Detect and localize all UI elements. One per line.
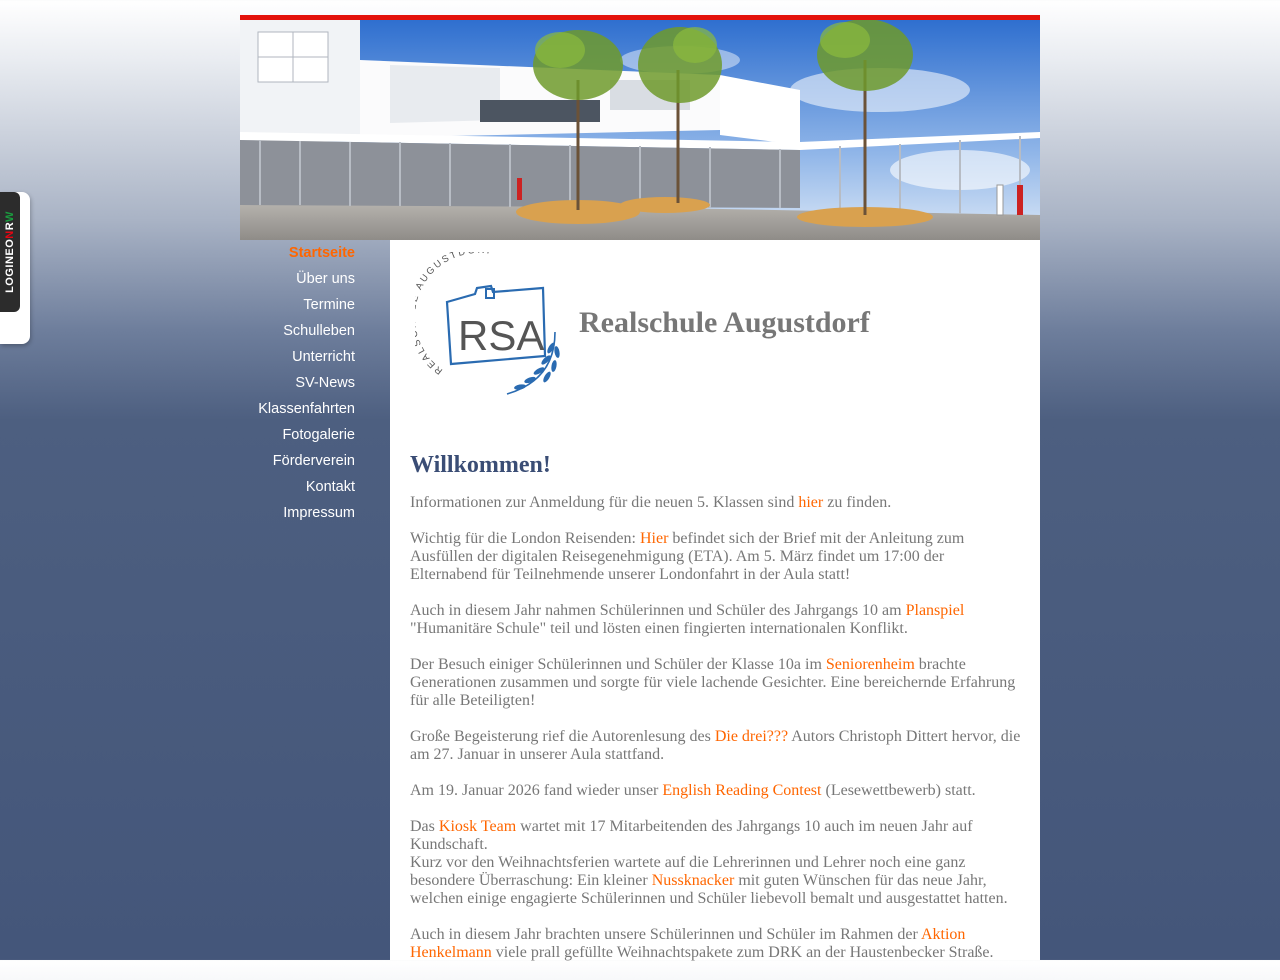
site-title: Realschule Augustdorf xyxy=(579,306,870,339)
header-banner-image xyxy=(240,20,1040,240)
p2-text-a: Wichtig für die London Reisenden: xyxy=(410,530,640,547)
p3-text-a: Auch in diesem Jahr nahmen Schülerinnen und Schüler des Jahrgangs 10 am xyxy=(410,602,906,619)
nav-item-unterricht[interactable]: Unterricht xyxy=(292,349,355,365)
nav-item-ueber-uns[interactable]: Über uns xyxy=(296,271,355,287)
p5-text-b: Autors Christoph Dittert hervor, die am 27. Januar in unserer Aula stattfand. xyxy=(410,728,1021,763)
kiosk-team-link[interactable]: Kiosk Team xyxy=(438,818,517,835)
london-link[interactable]: Hier xyxy=(639,530,669,547)
nav-item-kontakt[interactable]: Kontakt xyxy=(305,479,355,495)
p8-text-a: Auch in diesem Jahr brachten unsere Schülerinnen und Schüler im Rahmen der xyxy=(410,926,921,943)
p7-text-d: mit guten Wünschen für das neue Jahr, welchen einige engagierte Schülerinnen und Schüler liebevoll bemalt und ausgestattet hatten. xyxy=(410,872,1008,907)
die-drei-link[interactable]: Die drei??? xyxy=(714,728,789,745)
news-paragraph-reading-contest xyxy=(410,782,1022,800)
rsa-logo-icon xyxy=(415,252,575,402)
news-paragraph-kiosk xyxy=(410,818,1022,908)
welcome-heading: Willkommen! xyxy=(410,452,551,478)
logineo-prefix: LOGINEO xyxy=(4,238,16,293)
news-paragraph-autorenlesung xyxy=(410,728,1022,764)
p7-text-a: Das xyxy=(410,818,439,835)
planspiel-link[interactable]: Planspiel xyxy=(905,602,965,619)
logineo-tab-body[interactable] xyxy=(0,192,20,312)
nav-item-fotogalerie[interactable]: Fotogalerie xyxy=(282,427,355,443)
news-paragraph-london xyxy=(410,530,1022,584)
logo-ring-text: REAL AUGUSTD xyxy=(415,252,469,377)
seniorenheim-link[interactable]: Seniorenheim xyxy=(825,656,915,673)
news-paragraph-planspiel xyxy=(410,602,1022,638)
school-logo xyxy=(415,252,575,402)
main-navigation xyxy=(240,240,390,526)
p6-text-a: Am 19. Januar 2026 fand wieder unser xyxy=(410,782,663,799)
nav-item-impressum[interactable]: Impressum xyxy=(283,505,355,521)
news-text xyxy=(410,494,1022,980)
p7-text-b: wartet mit 17 Mitarbeitenden des Jahrgangs 10 auch im neuen Jahr auf Kundschaft. xyxy=(410,818,973,853)
p4-text-b: brachte Generationen zusammen und sorgte für viele lachende Gesichter. Eine bereichernde Erfahrung für alle Beteiligten! xyxy=(410,656,1016,709)
news-paragraph-seniorenheim xyxy=(410,656,1022,710)
main-content xyxy=(390,240,1040,960)
school-building-illustration xyxy=(240,20,1040,240)
nav-item-foerderverein[interactable]: Förderverein xyxy=(272,453,355,469)
nussknacker-link[interactable]: Nussknacker xyxy=(651,872,735,889)
p2-text-b: befindet sich der Brief mit der Anleitung zum Ausfüllen der digitalen Reisegenehmigung (ETA). Am 5. März findet um 17:00 der Elternabend für Teilnehmende unserer Londonfahrt in der Aula statt! xyxy=(410,530,965,583)
nav-item-sv-news[interactable]: SV-News xyxy=(295,375,355,391)
p6-text-b: (Lesewettbewerb) statt. xyxy=(821,782,976,799)
p5-text-a: Große Begeisterung rief die Autorenlesung des xyxy=(410,728,715,745)
nav-item-termine[interactable]: Termine xyxy=(303,297,355,313)
news-paragraph-henkelmann xyxy=(410,926,1022,962)
nav-item-klassenfahrten[interactable]: Klassenfahrten xyxy=(258,401,355,417)
news-paragraph-anmeldung xyxy=(410,494,1022,512)
reading-contest-link[interactable]: English Reading Contest xyxy=(662,782,822,799)
logineo-nrw-tab[interactable] xyxy=(0,192,30,344)
logineo-suffix: NRW xyxy=(4,211,16,239)
anmeldung-link[interactable]: hier xyxy=(798,494,824,511)
logineo-label xyxy=(2,202,18,302)
logo-monogram: RSA xyxy=(458,312,545,359)
nav-item-schulleben[interactable]: Schulleben xyxy=(283,323,355,339)
p7-text-c: Kurz vor den Weihnachtsferien wartete auf die Lehrerinnen und Lehrer noch eine ganz besondere Überraschung: Ein kleiner xyxy=(410,854,966,889)
p1-text-a: Informationen zur Anmeldung für die neuen 5. Klassen sind xyxy=(410,494,799,511)
nav-item-startseite[interactable]: Startseite xyxy=(288,245,355,261)
p4-text-a: Der Besuch einiger Schülerinnen und Schüler der Klasse 10a im xyxy=(410,656,826,673)
page-wrapper xyxy=(240,15,1040,240)
p3-text-b: "Humanitäre Schule" teil und lösten einen fingierten internationalen Konflikt. xyxy=(410,620,908,637)
aktion-henkelmann-link[interactable]: Aktion Henkelmann xyxy=(410,926,966,961)
p8-text-b: viele prall gefüllte Weihnachtspakete zum DRK an der Haustenbecker Straße. xyxy=(491,944,994,961)
p1-text-b: zu finden. xyxy=(823,494,892,511)
